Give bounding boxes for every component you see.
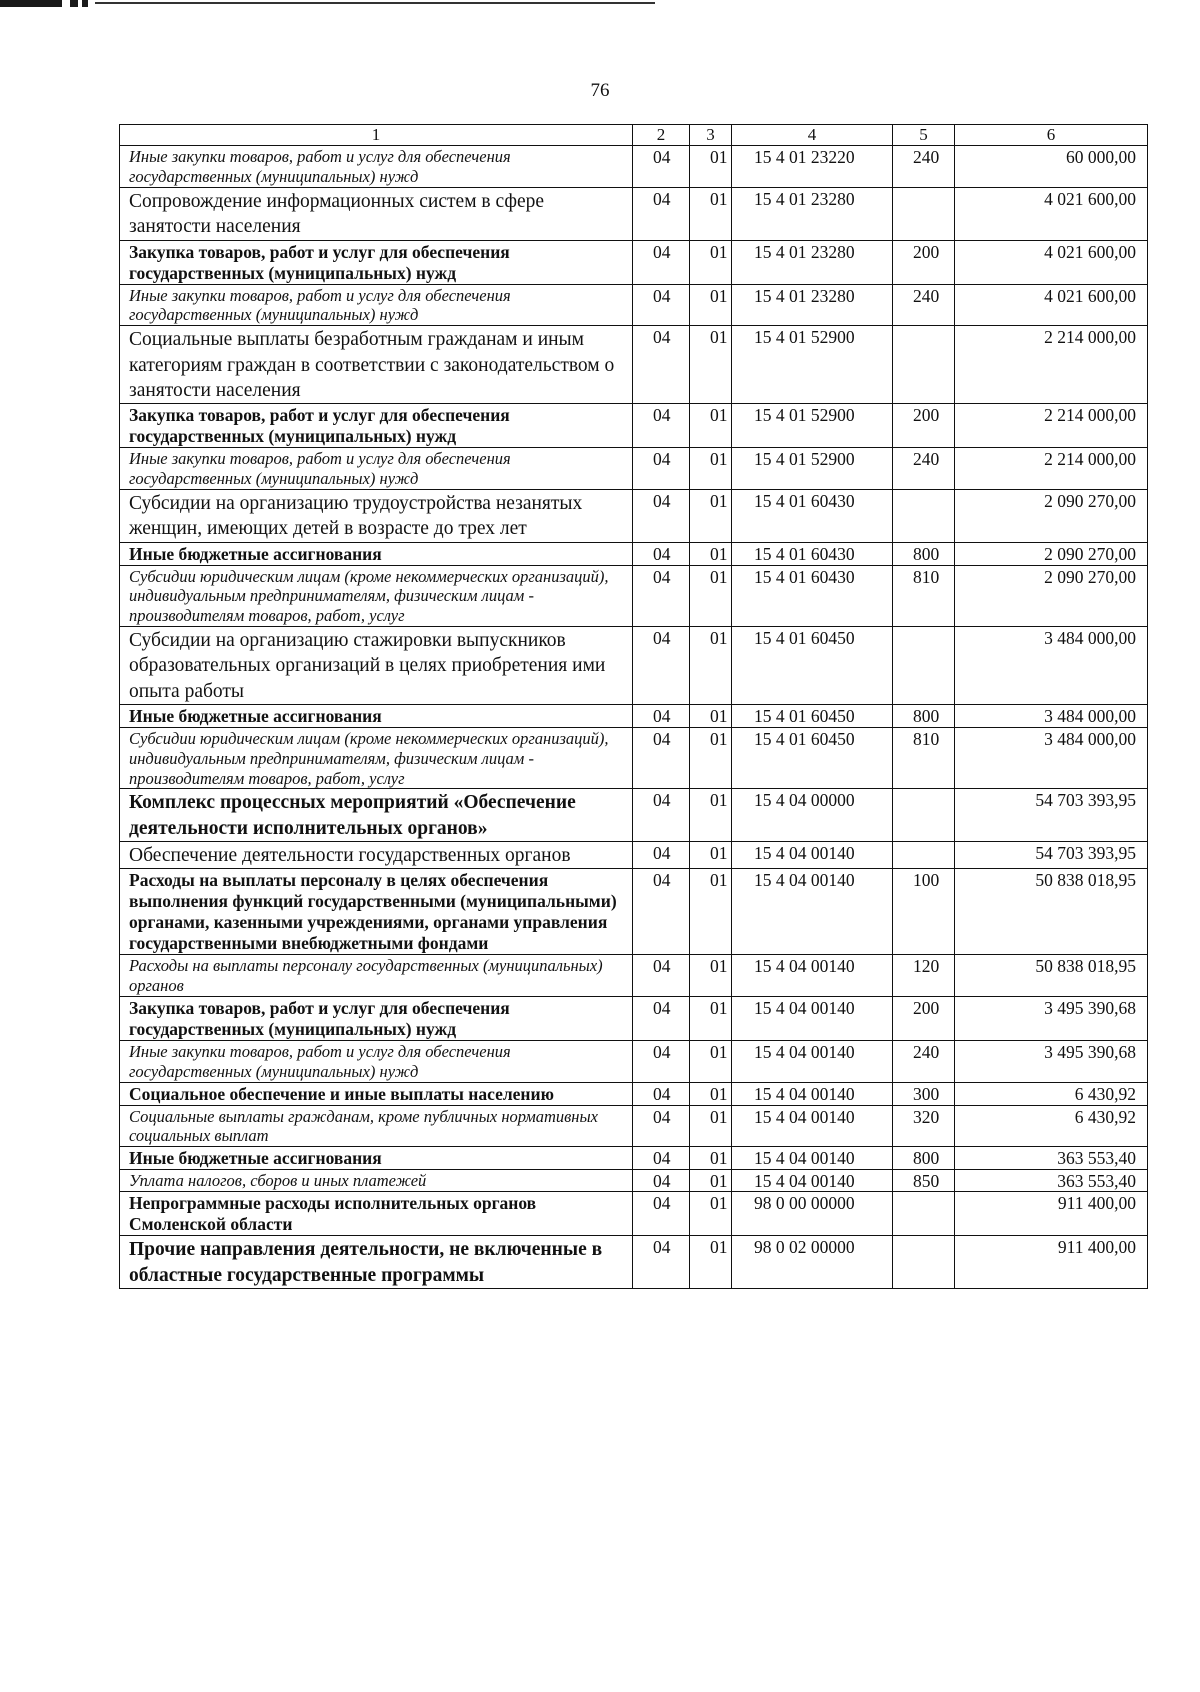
row-title: Закупка товаров, работ и услуг для обеспечения государственных (муниципальных) нужд: [120, 240, 633, 284]
subsection-code: 01: [690, 284, 732, 326]
scan-edge-mark: [82, 0, 88, 7]
subsection-code: 01: [690, 1236, 732, 1289]
amount: 3 484 000,00: [955, 705, 1148, 728]
table-header-row: [120, 125, 1148, 146]
subsection-code: 01: [690, 955, 732, 997]
expense-type-code: 120: [893, 955, 955, 997]
section-code: 04: [633, 1041, 690, 1083]
section-code: 04: [633, 404, 690, 448]
section-code: 04: [633, 1170, 690, 1192]
amount: 60 000,00: [955, 146, 1148, 188]
section-code: 04: [633, 448, 690, 490]
expense-type-code: 240: [893, 1041, 955, 1083]
row-title: Расходы на выплаты персоналу государственных (муниципальных) органов: [120, 955, 633, 997]
row-title: Обеспечение деятельности государственных органов: [120, 842, 633, 869]
column-header: 5: [893, 125, 955, 146]
section-code: 04: [633, 789, 690, 842]
scan-edge-mark: [0, 0, 62, 7]
row-title: Расходы на выплаты персоналу в целях обеспечения выполнения функций государственными (муниципальными) органами, казенными учреждениями, органами управления государственными внебюджетными фондами: [120, 869, 633, 955]
section-code: 04: [633, 1236, 690, 1289]
target-article-code: 15 4 01 52900: [732, 326, 893, 404]
section-code: 04: [633, 187, 690, 240]
expense-type-code: 200: [893, 997, 955, 1041]
subsection-code: 01: [690, 565, 732, 626]
expense-type-code: 850: [893, 1170, 955, 1192]
expense-type-code: [893, 842, 955, 869]
target-article-code: 15 4 01 60430: [732, 565, 893, 626]
table-row: [120, 728, 1148, 789]
subsection-code: 01: [690, 489, 732, 542]
subsection-code: 01: [690, 1105, 732, 1147]
table-row: [120, 240, 1148, 284]
section-code: 04: [633, 997, 690, 1041]
table-row: [120, 1105, 1148, 1147]
subsection-code: 01: [690, 869, 732, 955]
amount: 2 214 000,00: [955, 448, 1148, 490]
expense-type-code: 810: [893, 728, 955, 789]
table-row: [120, 1147, 1148, 1170]
row-title: Уплата налогов, сборов и иных платежей: [120, 1170, 633, 1192]
expense-type-code: 800: [893, 542, 955, 565]
column-header: 4: [732, 125, 893, 146]
column-header: 2: [633, 125, 690, 146]
target-article-code: 15 4 01 23280: [732, 284, 893, 326]
expense-type-code: 240: [893, 448, 955, 490]
row-title: Субсидии на организацию трудоустройства незанятых женщин, имеющих детей в возрасте до трех лет: [120, 489, 633, 542]
table-row: [120, 842, 1148, 869]
amount: 50 838 018,95: [955, 869, 1148, 955]
expense-type-code: [893, 489, 955, 542]
section-code: 04: [633, 869, 690, 955]
amount: 50 838 018,95: [955, 955, 1148, 997]
expense-type-code: 300: [893, 1082, 955, 1105]
budget-table-body: [120, 125, 1148, 1289]
amount: 4 021 600,00: [955, 187, 1148, 240]
amount: 911 400,00: [955, 1236, 1148, 1289]
expense-type-code: [893, 187, 955, 240]
section-code: 04: [633, 705, 690, 728]
subsection-code: 01: [690, 187, 732, 240]
section-code: 04: [633, 565, 690, 626]
table-row: [120, 146, 1148, 188]
scan-edge-line: [95, 2, 655, 4]
amount: 2 090 270,00: [955, 542, 1148, 565]
row-title: Иные закупки товаров, работ и услуг для обеспечения государственных (муниципальных) нужд: [120, 146, 633, 188]
column-header: 6: [955, 125, 1148, 146]
row-title: Закупка товаров, работ и услуг для обеспечения государственных (муниципальных) нужд: [120, 404, 633, 448]
target-article-code: 98 0 02 00000: [732, 1236, 893, 1289]
table-row: [120, 565, 1148, 626]
section-code: 04: [633, 489, 690, 542]
row-title: Закупка товаров, работ и услуг для обеспечения государственных (муниципальных) нужд: [120, 997, 633, 1041]
target-article-code: 15 4 01 23280: [732, 187, 893, 240]
amount: 3 484 000,00: [955, 626, 1148, 704]
column-header: 3: [690, 125, 732, 146]
amount: 6 430,92: [955, 1082, 1148, 1105]
row-title: Иные закупки товаров, работ и услуг для обеспечения государственных (муниципальных) нужд: [120, 284, 633, 326]
table-row: [120, 404, 1148, 448]
subsection-code: 01: [690, 842, 732, 869]
amount: 2 214 000,00: [955, 326, 1148, 404]
amount: 54 703 393,95: [955, 789, 1148, 842]
amount: 3 495 390,68: [955, 997, 1148, 1041]
table-row: [120, 997, 1148, 1041]
target-article-code: 15 4 01 60450: [732, 728, 893, 789]
target-article-code: 15 4 04 00000: [732, 789, 893, 842]
row-title: Иные бюджетные ассигнования: [120, 542, 633, 565]
target-article-code: 15 4 04 00140: [732, 1170, 893, 1192]
table-row: [120, 1236, 1148, 1289]
row-title: Субсидии юридическим лицам (кроме некоммерческих организаций), индивидуальным предпринимателям, физическим лицам - производителям товаров, работ, услуг: [120, 728, 633, 789]
expense-type-code: 200: [893, 404, 955, 448]
section-code: 04: [633, 842, 690, 869]
subsection-code: 01: [690, 997, 732, 1041]
subsection-code: 01: [690, 1192, 732, 1236]
section-code: 04: [633, 542, 690, 565]
amount: 3 495 390,68: [955, 1041, 1148, 1083]
table-row: [120, 489, 1148, 542]
amount: 4 021 600,00: [955, 240, 1148, 284]
target-article-code: 98 0 00 00000: [732, 1192, 893, 1236]
expense-type-code: [893, 626, 955, 704]
target-article-code: 15 4 04 00140: [732, 997, 893, 1041]
subsection-code: 01: [690, 1170, 732, 1192]
table-row: [120, 187, 1148, 240]
table-row: [120, 326, 1148, 404]
section-code: 04: [633, 1147, 690, 1170]
subsection-code: 01: [690, 626, 732, 704]
target-article-code: 15 4 01 23220: [732, 146, 893, 188]
subsection-code: 01: [690, 404, 732, 448]
target-article-code: 15 4 04 00140: [732, 1082, 893, 1105]
subsection-code: 01: [690, 146, 732, 188]
section-code: 04: [633, 284, 690, 326]
table-row: [120, 789, 1148, 842]
row-title: Иные закупки товаров, работ и услуг для обеспечения государственных (муниципальных) нужд: [120, 448, 633, 490]
table-row: [120, 448, 1148, 490]
expense-type-code: 240: [893, 146, 955, 188]
subsection-code: 01: [690, 240, 732, 284]
amount: 2 090 270,00: [955, 489, 1148, 542]
expense-type-code: 240: [893, 284, 955, 326]
subsection-code: 01: [690, 705, 732, 728]
row-title: Иные бюджетные ассигнования: [120, 705, 633, 728]
table-row: [120, 1170, 1148, 1192]
page-number: 76: [590, 80, 610, 101]
section-code: 04: [633, 728, 690, 789]
budget-table: [119, 124, 1148, 1289]
target-article-code: 15 4 04 00140: [732, 869, 893, 955]
row-title: Иные закупки товаров, работ и услуг для обеспечения государственных (муниципальных) нужд: [120, 1041, 633, 1083]
target-article-code: 15 4 01 60450: [732, 626, 893, 704]
section-code: 04: [633, 1192, 690, 1236]
row-title: Субсидии юридическим лицам (кроме некоммерческих организаций), индивидуальным предпринимателям, физическим лицам - производителям товаров, работ, услуг: [120, 565, 633, 626]
section-code: 04: [633, 1082, 690, 1105]
table-row: [120, 869, 1148, 955]
table-row: [120, 1082, 1148, 1105]
amount: 2 214 000,00: [955, 404, 1148, 448]
table-row: [120, 542, 1148, 565]
expense-type-code: [893, 1192, 955, 1236]
expense-type-code: [893, 1236, 955, 1289]
table-row: [120, 1041, 1148, 1083]
target-article-code: 15 4 04 00140: [732, 955, 893, 997]
table-row: [120, 1192, 1148, 1236]
section-code: 04: [633, 146, 690, 188]
row-title: Социальные выплаты безработным гражданам и иным категориям граждан в соответствии с законодательством о занятости населения: [120, 326, 633, 404]
subsection-code: 01: [690, 789, 732, 842]
row-title: Комплекс процессных мероприятий «Обеспечение деятельности исполнительных органов»: [120, 789, 633, 842]
target-article-code: 15 4 01 52900: [732, 404, 893, 448]
subsection-code: 01: [690, 542, 732, 565]
target-article-code: 15 4 04 00140: [732, 842, 893, 869]
amount: 54 703 393,95: [955, 842, 1148, 869]
subsection-code: 01: [690, 1147, 732, 1170]
subsection-code: 01: [690, 1041, 732, 1083]
table-row: [120, 284, 1148, 326]
amount: 363 553,40: [955, 1170, 1148, 1192]
amount: 911 400,00: [955, 1192, 1148, 1236]
row-title: Социальные выплаты гражданам, кроме публичных нормативных социальных выплат: [120, 1105, 633, 1147]
expense-type-code: 200: [893, 240, 955, 284]
section-code: 04: [633, 626, 690, 704]
target-article-code: 15 4 01 23280: [732, 240, 893, 284]
target-article-code: 15 4 01 52900: [732, 448, 893, 490]
expense-type-code: 800: [893, 1147, 955, 1170]
amount: 4 021 600,00: [955, 284, 1148, 326]
amount: 3 484 000,00: [955, 728, 1148, 789]
target-article-code: 15 4 01 60430: [732, 542, 893, 565]
amount: 6 430,92: [955, 1105, 1148, 1147]
section-code: 04: [633, 326, 690, 404]
target-article-code: 15 4 01 60450: [732, 705, 893, 728]
expense-type-code: 100: [893, 869, 955, 955]
amount: 363 553,40: [955, 1147, 1148, 1170]
subsection-code: 01: [690, 1082, 732, 1105]
expense-type-code: 320: [893, 1105, 955, 1147]
table-row: [120, 955, 1148, 997]
expense-type-code: 800: [893, 705, 955, 728]
target-article-code: 15 4 04 00140: [732, 1041, 893, 1083]
target-article-code: 15 4 01 60430: [732, 489, 893, 542]
row-title: Субсидии на организацию стажировки выпускников образовательных организаций в целях приобретения ими опыта работы: [120, 626, 633, 704]
section-code: 04: [633, 240, 690, 284]
target-article-code: 15 4 04 00140: [732, 1105, 893, 1147]
table-row: [120, 626, 1148, 704]
subsection-code: 01: [690, 326, 732, 404]
amount: 2 090 270,00: [955, 565, 1148, 626]
expense-type-code: [893, 326, 955, 404]
target-article-code: 15 4 04 00140: [732, 1147, 893, 1170]
row-title: Непрограммные расходы исполнительных органов Смоленской области: [120, 1192, 633, 1236]
section-code: 04: [633, 1105, 690, 1147]
subsection-code: 01: [690, 728, 732, 789]
row-title: Сопровождение информационных систем в сфере занятости населения: [120, 187, 633, 240]
row-title: Иные бюджетные ассигнования: [120, 1147, 633, 1170]
expense-type-code: [893, 789, 955, 842]
section-code: 04: [633, 955, 690, 997]
subsection-code: 01: [690, 448, 732, 490]
table-row: [120, 705, 1148, 728]
row-title: Социальное обеспечение и иные выплаты населению: [120, 1082, 633, 1105]
column-header: 1: [120, 125, 633, 146]
row-title: Прочие направления деятельности, не включенные в областные государственные программы: [120, 1236, 633, 1289]
expense-type-code: 810: [893, 565, 955, 626]
scan-edge-mark: [70, 0, 78, 7]
